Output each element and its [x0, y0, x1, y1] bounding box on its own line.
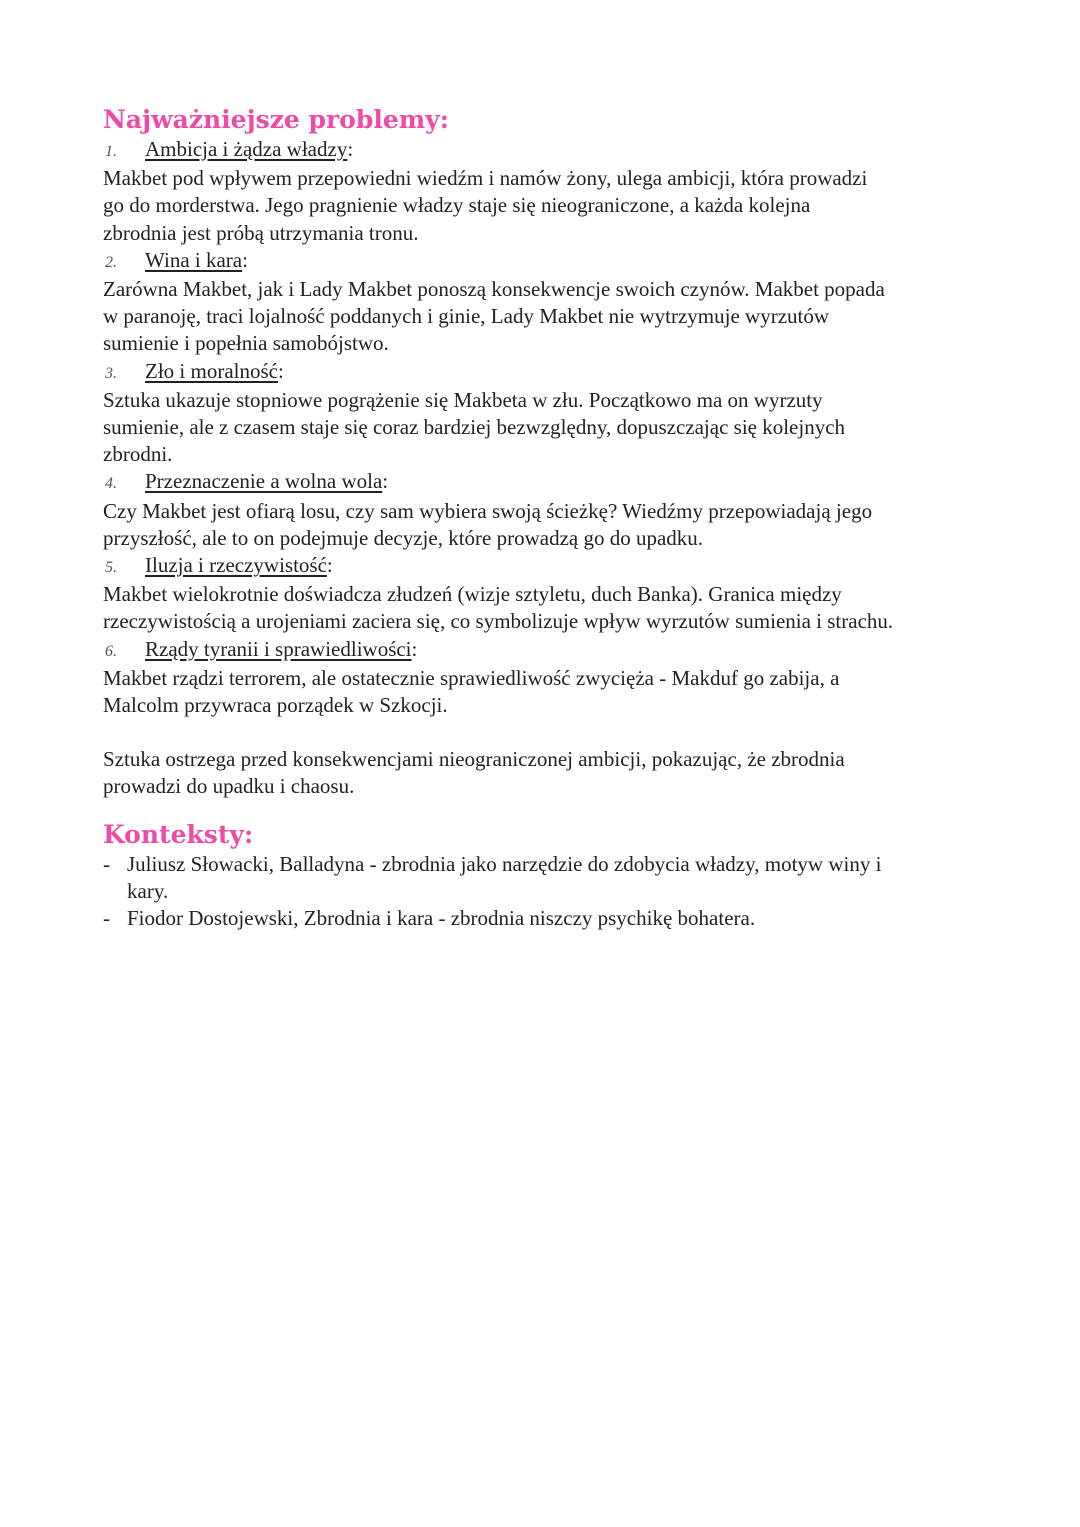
problem-title: Ambicja i żądza władzy [145, 137, 348, 161]
title-colon: : [382, 469, 389, 494]
problem-item [103, 552, 1003, 636]
problem-number: 5. [105, 559, 117, 577]
bullet-dash: - [103, 906, 110, 931]
problem-number: 3. [105, 364, 117, 382]
title-colon: : [347, 137, 354, 161]
document-page [103, 104, 1003, 932]
problem-number: 4. [105, 475, 117, 493]
problem-title-row [103, 358, 1003, 387]
problems-heading: Najważniejsze problemy: [103, 105, 449, 134]
problem-title: Zło i moralność [145, 358, 278, 383]
problem-title: Iluzja i rzeczywistość [145, 553, 327, 578]
problem-number: 1. [105, 143, 117, 160]
problem-title: Przeznaczenie a wolna wola [145, 469, 383, 494]
problem-body: Makbet rządzi terrorem, ale ostatecznie sprawiedliwość zwycięża - Makduf go zabija, a Malcolm przywraca porządek w Szkocji. [103, 665, 840, 718]
context-text: Fiodor Dostojewski, Zbrodnia i kara - zbrodnia niszczy psychikę bohatera. [127, 906, 756, 931]
problem-title-row [103, 247, 1003, 276]
problem-number: 2. [105, 253, 117, 271]
summary-paragraph: Sztuka ostrzega przed konsekwencjami nieograniczonej ambicji, pokazując, że zbrodnia prowadzi do upadku i chaosu. [103, 747, 845, 799]
problem-title-row [103, 136, 1003, 165]
problem-body: Makbet pod wpływem przepowiedni wiedźm i namów żony, ulega ambicji, która prowadzi go do morderstwa. Jego pragnienie władzy staje się nieograniczone, a każda kolejna zbrodnia jest próbą utrzymania tronu. [103, 166, 868, 245]
bullet-dash: - [103, 851, 110, 876]
problem-number: 6. [105, 642, 117, 660]
problem-title-row [103, 552, 1003, 581]
context-item [103, 905, 1003, 932]
contexts-list [103, 851, 1003, 933]
title-colon: : [326, 553, 333, 578]
context-item [103, 851, 1003, 905]
title-colon: : [411, 636, 418, 661]
title-colon: : [277, 358, 284, 383]
problem-item [103, 468, 1003, 552]
problem-body: Makbet wielokrotnie doświadcza złudzeń (wizje sztyletu, duch Banka). Granica między rzeczywistością a urojeniami zaciera się, co symbolizuje wpływ wyrzutów sumienia i strachu. [103, 582, 894, 634]
problem-title-row [103, 636, 1003, 665]
problem-body: Czy Makbet jest ofiarą losu, czy sam wybiera swoją ścieżkę? Wiedźmy przepowiadają jego przyszłość, ale to on podejmuje decyzje, które prowadzą go do upadku. [103, 498, 873, 550]
problem-item [103, 358, 1003, 469]
problem-title-row [103, 468, 1003, 497]
problem-item [103, 636, 1003, 720]
context-text: Juliusz Słowacki, Balladyna - zbrodnia jako narzędzie do zdobycia władzy, motyw winy i kary. [127, 851, 882, 903]
problem-item [103, 247, 1003, 358]
problem-item [103, 136, 1003, 247]
problem-title: Rządy tyranii i sprawiedliwości [145, 636, 412, 661]
problem-title: Wina i kara [145, 247, 243, 272]
contexts-heading: Konteksty: [103, 819, 254, 849]
problem-body: Zarówna Makbet, jak i Lady Makbet ponoszą konsekwencje swoich czynów. Makbet popada w paranoję, traci lojalność poddanych i ginie, Lady Makbet nie wytrzymuje wyrzutów sumienie i popełnia samobójstwo. [103, 277, 885, 356]
problem-body: Sztuka ukazuje stopniowe pogrążenie się Makbeta w złu. Początkowo ma on wyrzuty sumienie, ale z czasem staje się coraz bardziej bezwzględny, dopuszczając się kolejnych zbrodni. [103, 387, 846, 467]
title-colon: : [242, 247, 248, 272]
